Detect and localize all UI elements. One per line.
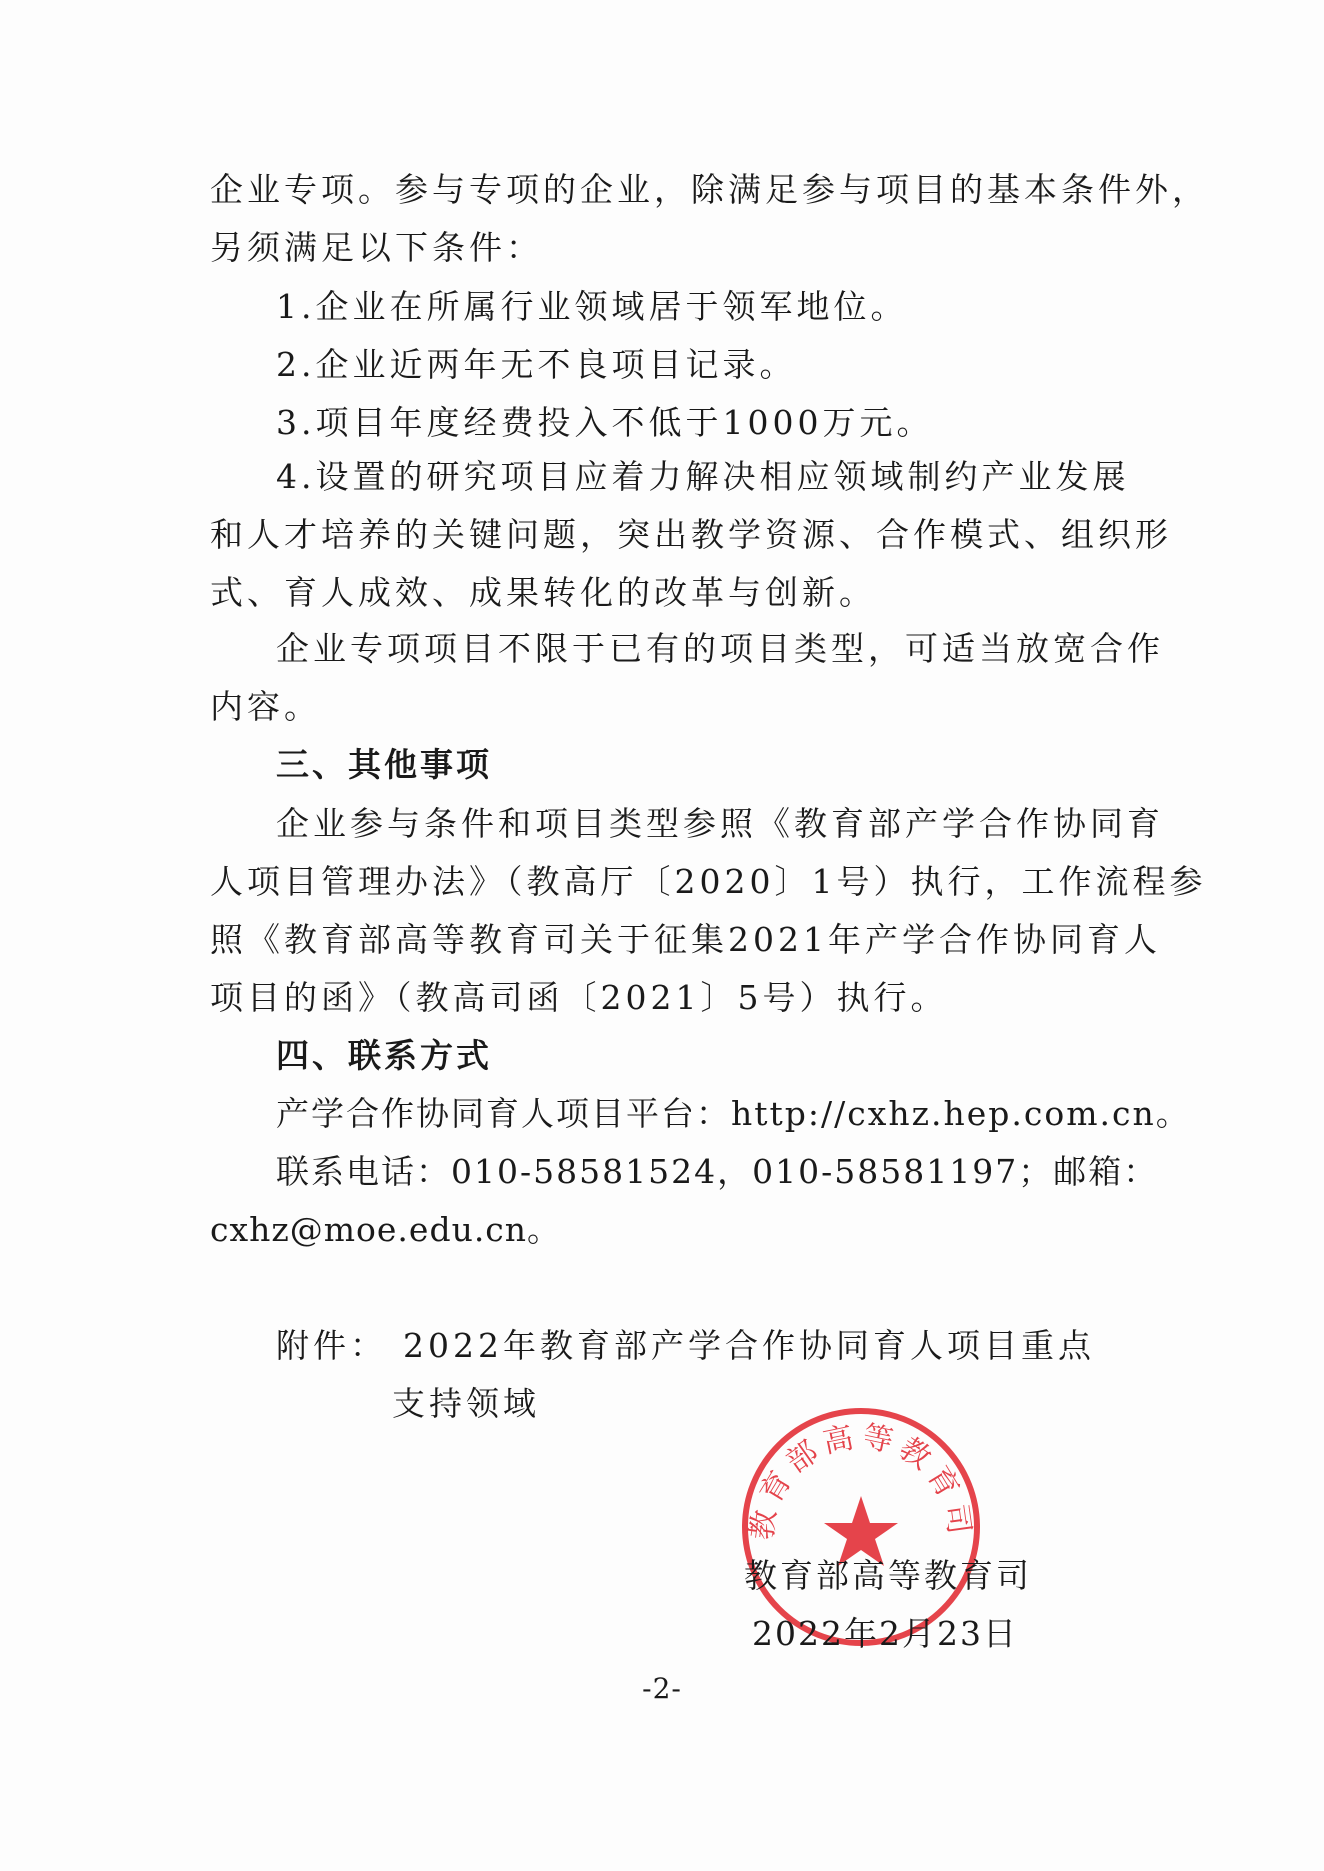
attachment-label: 附件： — [276, 1326, 387, 1365]
body-line: 式、育人成效、成果转化的改革与创新。 — [210, 573, 876, 612]
body-line: 企业参与条件和项目类型参照《教育部产学合作协同育 — [276, 804, 1164, 843]
list-item: 3.项目年度经费投入不低于1000万元。 — [276, 403, 934, 442]
contact-email-line: cxhz@moe.edu.cn。 — [210, 1210, 562, 1249]
attachment-title: 2022年教育部产学合作协同育人项目重点 — [403, 1326, 1095, 1365]
body-line: 企业专项项目不限于已有的项目类型，可适当放宽合作 — [276, 629, 1164, 668]
issuer-name: 教育部高等教育司 — [744, 1556, 1032, 1595]
body-line: 照《教育部高等教育司关于征集2021年产学合作协同育人 — [210, 920, 1161, 959]
page-number: -2- — [642, 1672, 682, 1705]
list-item: 1.企业在所属行业领域居于领军地位。 — [276, 287, 908, 326]
platform-url-line: 产学合作协同育人项目平台：http://cxhz.hep.com.cn。 — [276, 1094, 1191, 1133]
list-item: 4.设置的研究项目应着力解决相应领域制约产业发展 — [276, 457, 1130, 496]
body-line: 企业专项。参与专项的企业，除满足参与项目的基本条件外， — [210, 170, 1209, 209]
body-line: 人项目管理办法》（教高厅〔2020〕1号）执行，工作流程参 — [210, 862, 1207, 901]
issue-date: 2022年2月23日 — [752, 1614, 1018, 1653]
section-heading-contact: 四、联系方式 — [276, 1036, 492, 1075]
body-line: 和人才培养的关键问题，突出教学资源、合作模式、组织形 — [210, 515, 1172, 554]
section-heading-other-matters: 三、其他事项 — [276, 745, 492, 784]
list-item: 2.企业近两年无不良项目记录。 — [276, 345, 797, 384]
svg-text:教育部高等教育司: 教育部高等教育司 — [744, 1419, 978, 1543]
attachment-title: 支持领域 — [392, 1384, 540, 1423]
body-line: 内容。 — [210, 687, 321, 726]
contact-phone-line: 联系电话：010-58581524，010-58581197；邮箱： — [276, 1152, 1159, 1191]
body-line: 另须满足以下条件： — [210, 228, 543, 267]
body-line: 项目的函》（教高司函〔2021〕5号）执行。 — [210, 978, 948, 1017]
